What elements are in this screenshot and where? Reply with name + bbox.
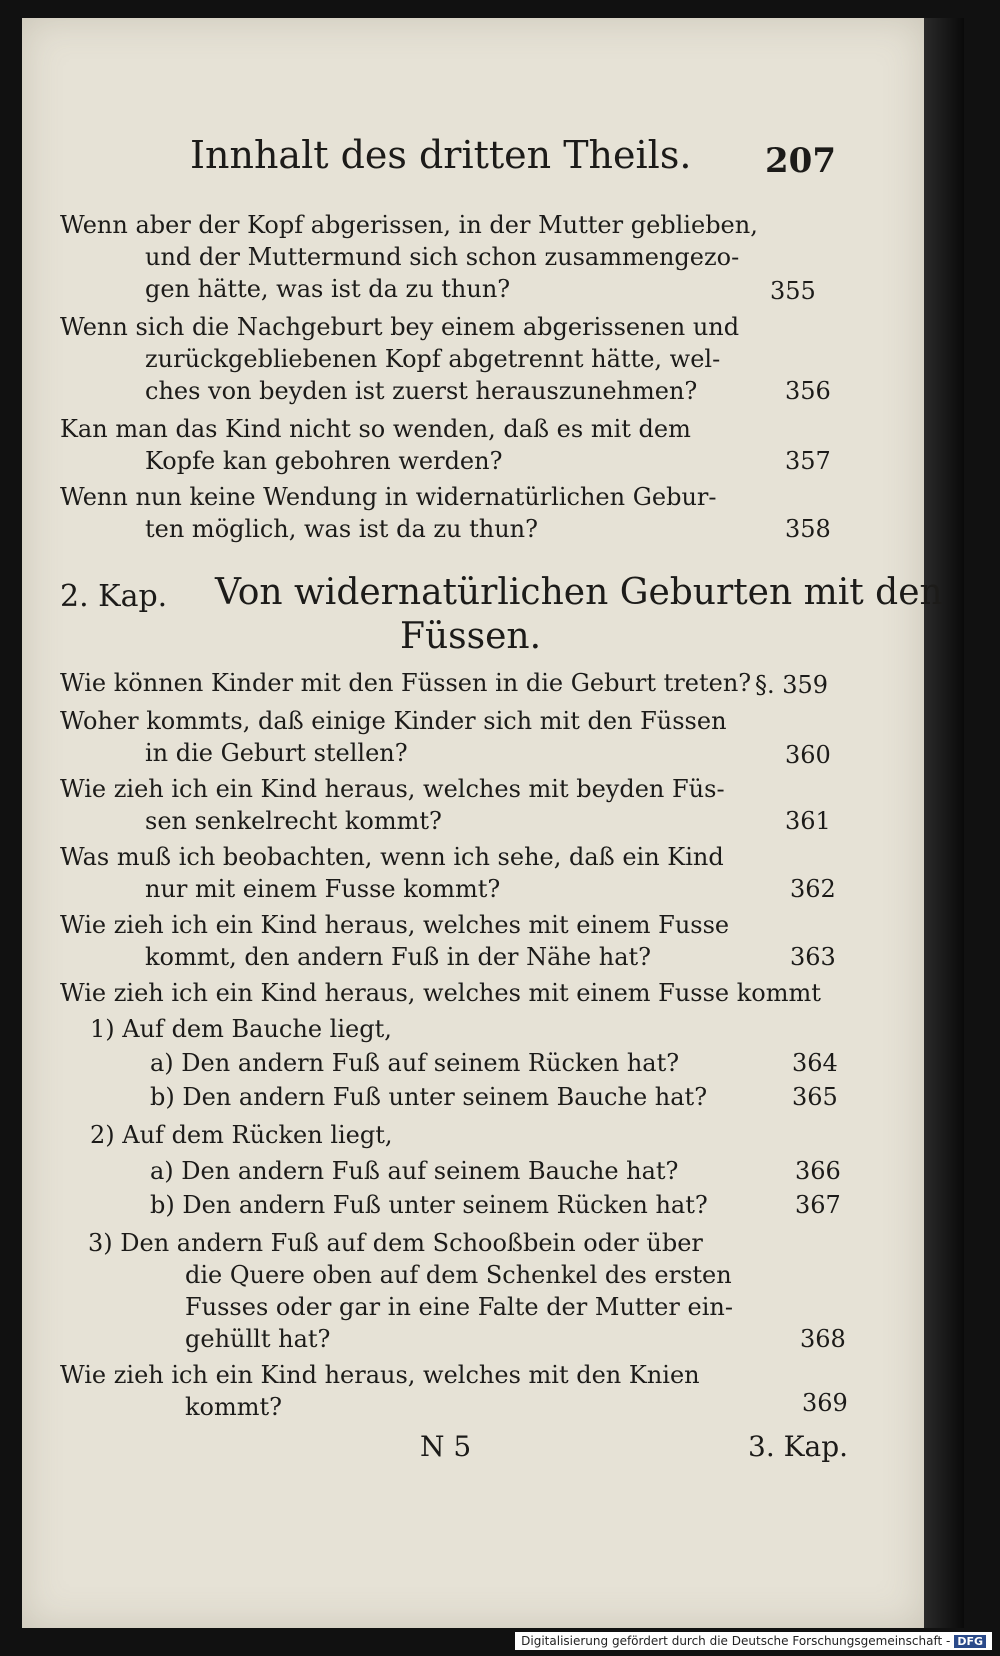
dfg-logo: DFG <box>954 1635 986 1648</box>
sub-entry: 1) Auf dem Bauche liegt, <box>90 1015 392 1043</box>
entry-number: 368 <box>800 1325 846 1353</box>
running-title: Innhalt des dritten Theils. <box>190 133 692 177</box>
sub-entry: a) Den andern Fuß auf seinem Bauche hat? <box>150 1157 679 1185</box>
chapter-title-cont: Füssen. <box>400 616 542 657</box>
entry-number: 369 <box>802 1389 848 1417</box>
entry-line: Wenn nun keine Wendung in widernatürlichen Gebur- <box>60 483 717 511</box>
entry-line: zurückgebliebenen Kopf abgetrennt hätte, wel- <box>145 345 721 373</box>
entry-number: 358 <box>785 515 831 543</box>
page-edge <box>924 18 964 1628</box>
catchword: 3. Kap. <box>748 1430 849 1463</box>
digitization-credit <box>515 1632 992 1650</box>
entry-line: Kopfe kan gebohren werden? <box>145 447 503 475</box>
sub-entry: a) Den andern Fuß auf seinem Rücken hat? <box>150 1049 680 1077</box>
entry-line: Wenn sich die Nachgeburt bey einem abgerissenen und <box>60 313 740 341</box>
page-number: 207 <box>765 141 836 181</box>
entry-line: kommt, den andern Fuß in der Nähe hat? <box>145 943 652 971</box>
sub-entry: gehüllt hat? <box>185 1325 331 1353</box>
entry-line: Wenn aber der Kopf abgerissen, in der Mutter geblieben, <box>60 211 758 239</box>
sub-entry: Fusses oder gar in eine Falte der Mutter ein- <box>185 1293 733 1321</box>
chapter-label: 2. Kap. <box>60 579 168 614</box>
entry-number: 355 <box>770 277 816 305</box>
chapter-title: Von widernatürlichen Geburten mit den <box>215 572 943 613</box>
entry-number: 363 <box>790 943 836 971</box>
signature-mark: N 5 <box>420 1430 472 1463</box>
sub-entry: b) Den andern Fuß unter seinem Rücken hat? <box>150 1191 708 1219</box>
entry-line: Wie zieh ich ein Kind heraus, welches mit einem Fusse <box>60 911 730 939</box>
entry-line: gen hätte, was ist da zu thun? <box>145 275 511 303</box>
entry-number: 365 <box>792 1083 838 1111</box>
entry-line: Wie können Kinder mit den Füssen in die Geburt treten? <box>60 669 752 697</box>
entry-number: 356 <box>785 377 831 405</box>
sub-entry: die Quere oben auf dem Schenkel des ersten <box>185 1261 732 1289</box>
entry-line: Woher kommts, daß einige Kinder sich mit den Füssen <box>60 707 727 735</box>
entry-line: nur mit einem Fusse kommt? <box>145 875 501 903</box>
entry-line: Kan man das Kind nicht so wenden, daß es mit dem <box>60 415 691 443</box>
entry-number: 360 <box>785 741 831 769</box>
entry-number: 367 <box>795 1191 841 1219</box>
entry-number: 357 <box>785 447 831 475</box>
sub-entry: 3) Den andern Fuß auf dem Schooßbein oder über <box>88 1229 703 1257</box>
entry-line: Wie zieh ich ein Kind heraus, welches mit einem Fusse kommt <box>60 979 821 1007</box>
entry-line: Wie zieh ich ein Kind heraus, welches mit den Knien <box>60 1361 700 1389</box>
entry-number: 364 <box>792 1049 838 1077</box>
entry-line: ches von beyden ist zuerst herauszunehmen? <box>145 377 698 405</box>
entry-line: in die Geburt stellen? <box>145 739 408 767</box>
credit-text: Digitalisierung gefördert durch die Deutsche Forschungsgemeinschaft - <box>521 1634 951 1648</box>
sub-entry: b) Den andern Fuß unter seinem Bauche hat? <box>150 1083 708 1111</box>
entry-number: 366 <box>795 1157 841 1185</box>
entry-line: kommt? <box>185 1393 283 1421</box>
entry-line: und der Muttermund sich schon zusammengezo- <box>145 243 740 271</box>
entry-line: Was muß ich beobachten, wenn ich sehe, daß ein Kind <box>60 843 724 871</box>
entry-line: sen senkelrecht kommt? <box>145 807 442 835</box>
entry-line: Wie zieh ich ein Kind heraus, welches mit beyden Füs- <box>60 775 725 803</box>
entry-line: ten möglich, was ist da zu thun? <box>145 515 538 543</box>
entry-number: 362 <box>790 875 836 903</box>
entry-number: §. 359 <box>755 671 829 699</box>
sub-entry: 2) Auf dem Rücken liegt, <box>90 1121 393 1149</box>
entry-number: 361 <box>785 807 831 835</box>
